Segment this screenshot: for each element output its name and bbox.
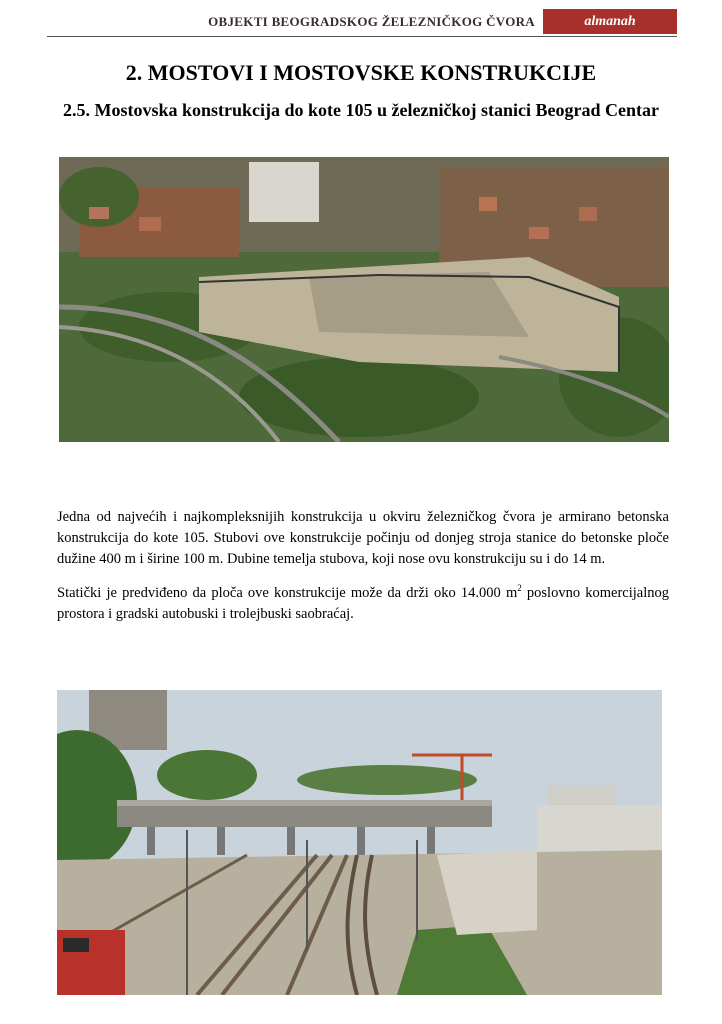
chapter-title: 2. MOSTOVI I MOSTOVSKE KONSTRUKCIJE — [125, 60, 597, 85]
running-header — [47, 10, 677, 37]
paragraph-1: Jedna od najvećih i najkompleksnijih konstrukcija u okviru železničkog čvora je armirano betonska konstrukcija do kote 105. Stubovi ove konstrukcije počinju od donjeg stroja stanice do betonske ploče dužine 400 m i širine 100 m. Dubine temelja stubova, koji nose ovu konstrukciju su i do 14 m. — [57, 509, 669, 567]
station-photo — [57, 690, 662, 995]
body-text — [57, 507, 669, 633]
section-title: 2.5. Mostovska konstrukcija do kote 105 u železničkoj stanici Beograd Centar — [63, 100, 659, 120]
paragraph-2 — [57, 578, 669, 625]
almanah-tag: almanah — [543, 9, 677, 34]
superscript: 2 — [517, 583, 522, 593]
paragraph-2-text-start: Statički je predviđeno da ploča ove konstrukcije može da drži oko 14.000 m — [57, 584, 518, 601]
aerial-photo — [59, 157, 669, 442]
paragraph-2-text-end: poslovno komercijalnog prostora i gradski autobuski i trolejbuski saobraćaj. — [57, 584, 670, 622]
running-title: OBJEKTI BEOGRADSKOG ŽELEZNIČKOG ČVORA — [208, 14, 535, 29]
